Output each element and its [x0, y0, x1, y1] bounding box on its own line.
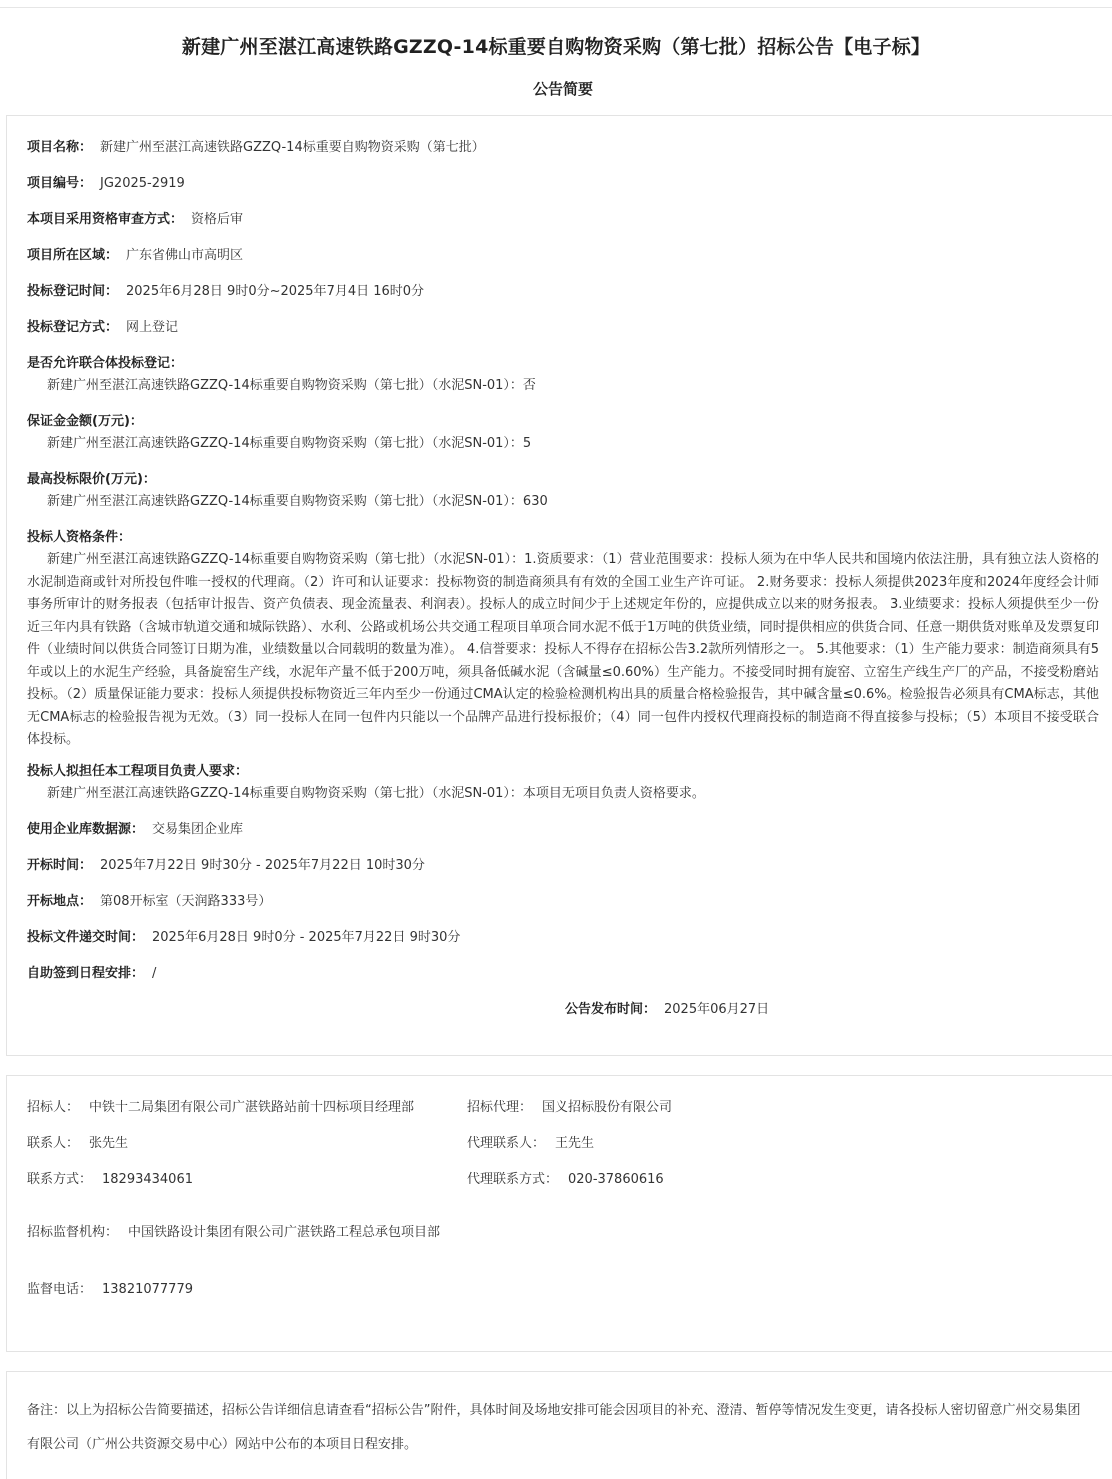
agent-row [467, 1099, 672, 1117]
registration-method-label: 投标登记方式： [27, 320, 119, 335]
opening-time-label: 开标时间： [27, 858, 93, 873]
phone-row [27, 1171, 193, 1189]
supervisor-row [27, 1223, 467, 1243]
max-price-label: 最高投标限价(万元)： [27, 472, 156, 487]
notes-text: 备注：以上为招标公告简要描述，招标公告详细信息请查看“招标公告”附件，具体时间及场地安排可能会因项目的补充、澄清、暂停等情况发生变更，请各投标人密切留意广州交易集团有限公司（广州公共资源交易中心）网站中公布的本项目日程安排。 [27, 1403, 1081, 1452]
opening-time-value: 2025年7月22日 9时30分 - 2025年7月22日 10时30分 [100, 858, 425, 873]
agent-contact-value: 王先生 [555, 1136, 595, 1151]
self-signin-value: / [152, 966, 157, 981]
agent-contact-row [467, 1135, 594, 1153]
registration-method-value: 网上登记 [126, 320, 179, 335]
supervisor-value: 中国铁路设计集团有限公司广湛铁路工程总承包项目部 [128, 1225, 441, 1240]
region-value: 广东省佛山市高明区 [126, 248, 244, 263]
supervisor-phone-value: 13821077779 [102, 1282, 193, 1297]
project-code-value: JG2025-2919 [100, 176, 185, 191]
publish-date-label: 公告发布时间： [565, 1002, 657, 1017]
supervisor-label: 招标监督机构： [27, 1225, 119, 1240]
region-row [27, 247, 243, 265]
supervisor-phone-row [27, 1281, 193, 1299]
enterprise-db-value: 交易集团企业库 [152, 822, 244, 837]
agent-phone-value: 020-37860616 [568, 1172, 664, 1187]
project-manager-label: 投标人拟担任本工程项目负责人要求： [27, 764, 249, 779]
contacts-panel [6, 1075, 1112, 1352]
project-code-label: 项目编号： [27, 176, 93, 191]
agent-phone-row [467, 1171, 664, 1189]
contact-row [27, 1135, 128, 1153]
submission-time-label: 投标文件递交时间： [27, 930, 145, 945]
opening-location-row [27, 893, 271, 911]
summary-panel [6, 115, 1112, 1056]
page-subtitle: 公告简要 [532, 80, 593, 98]
registration-time-label: 投标登记时间： [27, 284, 119, 299]
supervisor-phone-label: 监督电话： [27, 1282, 93, 1297]
phone-label: 联系方式： [27, 1172, 93, 1187]
qualification-review-value: 资格后审 [191, 212, 244, 227]
opening-location-value: 第08开标室（天润路333号） [100, 894, 272, 909]
registration-time-value: 2025年6月28日 9时0分~2025年7月4日 16时0分 [126, 284, 425, 299]
qualification-review-row [27, 211, 243, 229]
agent-contact-label: 代理联系人： [467, 1136, 546, 1151]
registration-time-row [27, 283, 424, 301]
project-name-value: 新建广州至湛江高速铁路GZZQ-14标重要自购物资采购（第七批） [100, 140, 485, 155]
registration-method-row [27, 319, 178, 337]
consortium-label: 是否允许联合体投标登记： [27, 356, 184, 371]
agent-label: 招标代理： [467, 1100, 533, 1115]
contact-label: 联系人： [27, 1136, 80, 1151]
enterprise-db-label: 使用企业库数据源： [27, 822, 145, 837]
self-signin-row [27, 965, 156, 983]
project-code-row [27, 175, 185, 193]
region-label: 项目所在区域： [27, 248, 119, 263]
tenderer-value: 中铁十二局集团有限公司广湛铁路站前十四标项目经理部 [89, 1100, 415, 1115]
enterprise-db-row [27, 821, 243, 839]
top-divider [0, 7, 1112, 8]
tenderer-label: 招标人： [27, 1100, 80, 1115]
self-signin-label: 自助签到日程安排： [27, 966, 145, 981]
opening-location-label: 开标地点： [27, 894, 93, 909]
submission-time-value: 2025年6月28日 9时0分 - 2025年7月22日 9时30分 [152, 930, 461, 945]
opening-time-row [27, 857, 425, 875]
bidder-requirements-label: 投标人资格条件： [27, 530, 132, 545]
project-name-label: 项目名称： [27, 140, 93, 155]
max-price-value: 新建广州至湛江高速铁路GZZQ-14标重要自购物资采购（第七批）（水泥SN-01）：630 [47, 494, 548, 509]
contact-value: 张先生 [89, 1136, 129, 1151]
phone-value: 18293434061 [102, 1172, 193, 1187]
agent-phone-label: 代理联系方式： [467, 1172, 559, 1187]
page-title: 新建广州至湛江高速铁路GZZQ-14标重要自购物资采购（第七批）招标公告【电子标】 [181, 36, 931, 58]
deposit-label: 保证金金额(万元)： [27, 414, 143, 429]
project-name-row [27, 139, 485, 157]
qualification-review-label: 本项目采用资格审查方式： [27, 212, 184, 227]
publish-date-value: 2025年06月27日 [664, 1002, 770, 1017]
deposit-value: 新建广州至湛江高速铁路GZZQ-14标重要自购物资采购（第七批）（水泥SN-01）：5 [47, 436, 532, 451]
project-manager-value: 新建广州至湛江高速铁路GZZQ-14标重要自购物资采购（第七批）（水泥SN-01）：本项目无项目负责人资格要求。 [47, 786, 705, 801]
tenderer-row [27, 1099, 414, 1117]
bidder-requirements-text: 新建广州至湛江高速铁路GZZQ-14标重要自购物资采购（第七批）（水泥SN-01）：1.资质要求：（1）营业范围要求：投标人须为在中华人民共和国境内依法注册，具有独立法人资格的水泥制造商或针对所投包件唯一授权的代理商。（2）许可和认证要求：投标物资的制造商须具有有效的全国工业生产许可证。 2.财务要求：投标人须提供2023年度和2024年度经会计师事务所审计的财务报表（包括审计报告、资产负债表、现金流量表、利润表）。投标人的成立时间少于上述规定年份的，应提供成立以来的财务报表。 3.业绩要求：投标人须提供至少一份近三年内具有铁路（含城市轨道交通和城际铁路）、水利、公路或机场公共交通工程项目单项合同水泥不低于1万吨的供货业绩，同时提供相应的供货合同、任意一期供货对账单及发票复印件（业绩时间以供货合同签订日期为准，业绩数量以合同载明的数量为准）。 4.信誉要求：投标人不得存在招标公告3.2款所列情形之一。 5.其他要求：（1）生产能力要求：制造商须具有5年或以上的水泥生产经验，具备旋窑生产线，水泥年产量不低于200万吨，须具备低碱水泥（含碱量≤0.60%）生产能力。不接受同时拥有旋窑、立窑生产线生产厂的产品，不接受粉磨站投标。（2）质量保证能力要求：投标人须提供投标物资近三年内至少一份通过CMA认定的检验检测机构出具的质量合格检验报告，其中碱含量≤0.6%。检验报告必须具有CMA标志，其他无CMA标志的检验报告视为无效。（3）同一投标人在同一包件内只能以一个品牌产品进行投标报价；（4）同一包件内授权代理商投标的制造商不得直接参与投标；（5）本项目不接受联合体投标。 [27, 552, 1099, 747]
publish-date-row [565, 1001, 769, 1019]
submission-time-row [27, 929, 460, 947]
consortium-value: 新建广州至湛江高速铁路GZZQ-14标重要自购物资采购（第七批）（水泥SN-01）：否 [47, 378, 536, 393]
notes-panel [6, 1371, 1112, 1479]
agent-value: 国义招标股份有限公司 [542, 1100, 673, 1115]
